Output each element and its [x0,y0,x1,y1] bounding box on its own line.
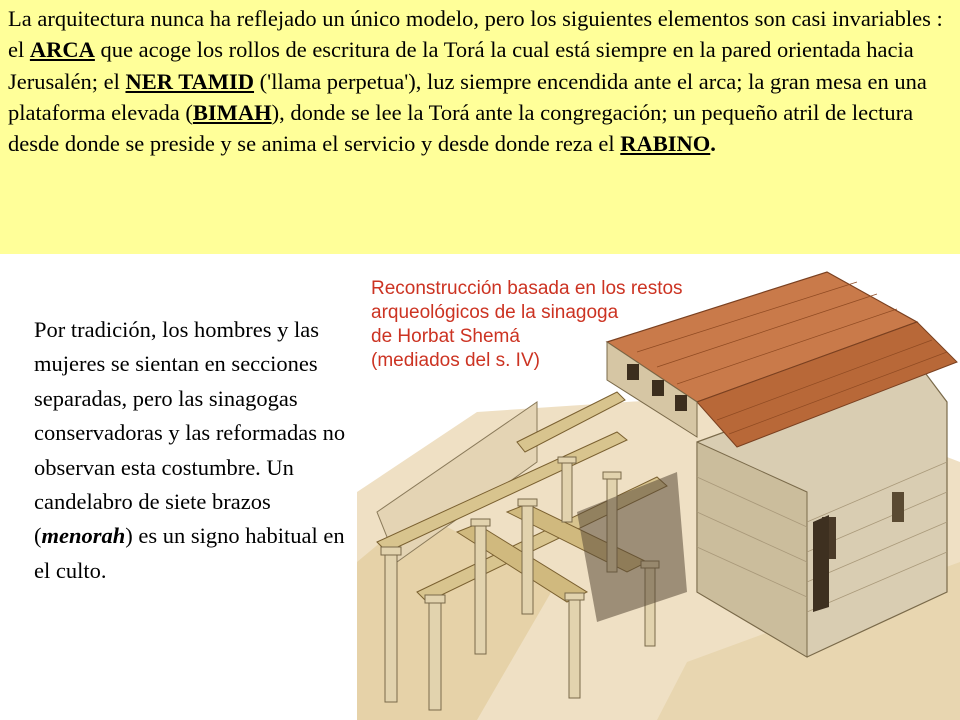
intro-text-part1: La arquitectura nunca ha reflejado un único modelo, pero los siguientes elementos son casi invariables : el [8,6,943,63]
intro-text-period: . [710,131,716,157]
intro-text-part4: ), donde se lee la Torá ante la congregación; un pequeño atril de lectura desde donde se preside y se anima el servicio y desde donde reza el [8,99,914,157]
term-ner-tamid-link[interactable]: NER TAMID [125,68,255,94]
side-text-part1: Por tradición, los hombres y las mujeres se sientan en secciones separadas, pero las sinagogas conservadoras y las reformadas no observan esta costumbre. Un candelabro de siete brazos ( [34,317,346,549]
term-arca-link[interactable]: ARCA [29,37,95,63]
intro-text-part2: que acoge los rollos de escritura de la Torá la cual está siempre en la pared orientada hacia Jerusalén; el [8,37,914,94]
term-bimah-link[interactable]: BIMAH [192,99,272,125]
intro-text-box [0,0,960,254]
intro-text-part3: ('llama perpetua'), luz siempre encendida ante el arca; la gran mesa en una plataforma elevada ( [8,68,927,125]
side-paragraph [34,313,346,588]
term-rabino-link[interactable]: RABINO [620,131,711,157]
menorah-term: menorah [41,523,126,549]
caption-line: de Horbat Shemá [371,326,520,347]
caption-line: Reconstrucción basada en los restos [371,278,683,299]
illustration-caption [371,277,683,373]
caption-line: arqueológicos de la sinagoga [371,302,619,323]
caption-line: (mediados del s. IV) [371,350,540,371]
side-text-part2: ) es un signo habitual en el culto. [34,523,345,583]
